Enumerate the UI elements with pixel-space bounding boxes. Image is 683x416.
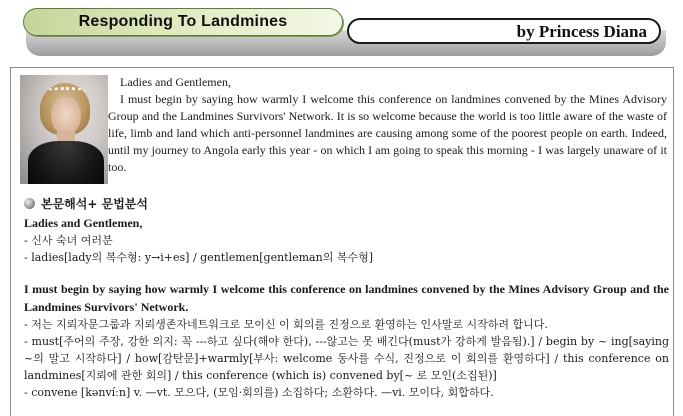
author-pill	[347, 18, 661, 44]
bullet-icon	[24, 198, 35, 209]
author-label: by Princess Diana	[516, 22, 647, 41]
section-title: 본문해석+ 문법분석	[41, 196, 148, 211]
analysis-item: - ladies[lady의 복수형: y→i+es] / gentlemen[gentleman의 복수형]	[24, 251, 373, 264]
analysis-heading-1: Ladies and Gentlemen,	[24, 216, 143, 230]
content-frame	[10, 67, 674, 416]
section-header	[24, 194, 669, 212]
analysis-item: - convene [kənvíːn] v. —vt. 모으다, (모임·회의를) 소집하다; 소환하다. —vi. 모이다, 회합하다.	[24, 386, 494, 399]
page-title: Responding To Landmines	[78, 13, 288, 30]
analysis-heading-2: I must begin by saying how warmly I welcome this conference on landmines convened by the Mines Advisory Group and the Landmines Survivors' Network.	[24, 282, 669, 314]
tiara-detail	[46, 87, 86, 95]
header-banner	[0, 0, 683, 64]
speech-text	[108, 74, 667, 176]
analysis-section	[24, 194, 669, 401]
portrait-photo	[20, 75, 108, 184]
analysis-item: - 신사 숙녀 여러분	[24, 234, 113, 247]
analysis-item: - must[주어의 주장, 강한 의지: 꼭 ---하고 싶다(해야 한다), ---않고는 못 배긴다(must가 강하게 발음됨).] / begin by ~ ing[saying ~의 말고 시작하다] / how[감탄문]+warmly[부사: welcome 동사를 수식, 진정으로 이 회의를 환영하다] / this conference on landmines[지뢰에 관한 회의] / this conference (which is) convened by[~ 로 모인(소집된)]	[24, 335, 669, 382]
analysis-item: - 저는 지뢰자문그룹과 지뢰생존자네트워크로 모이신 이 회의를 진정으로 환영하는 인사말로 시작하려 합니다.	[24, 318, 548, 331]
title-pill	[23, 8, 343, 36]
speech-paragraph: I must begin by saying how warmly I welcome this conference on landmines convened by the Mines Advisory Group and the Landmines Survivors' Network. It is so welcome because the world is too little aware of the waste of life, limb and land which anti-personnel landmines are causing among some of the poorest people on earth. Indeed, until my journey to Angola early this year - on which I am going to speak this morning - I was largely unaware of it too.	[108, 92, 667, 174]
speech-greeting: Ladies and Gentlemen,	[120, 75, 231, 89]
